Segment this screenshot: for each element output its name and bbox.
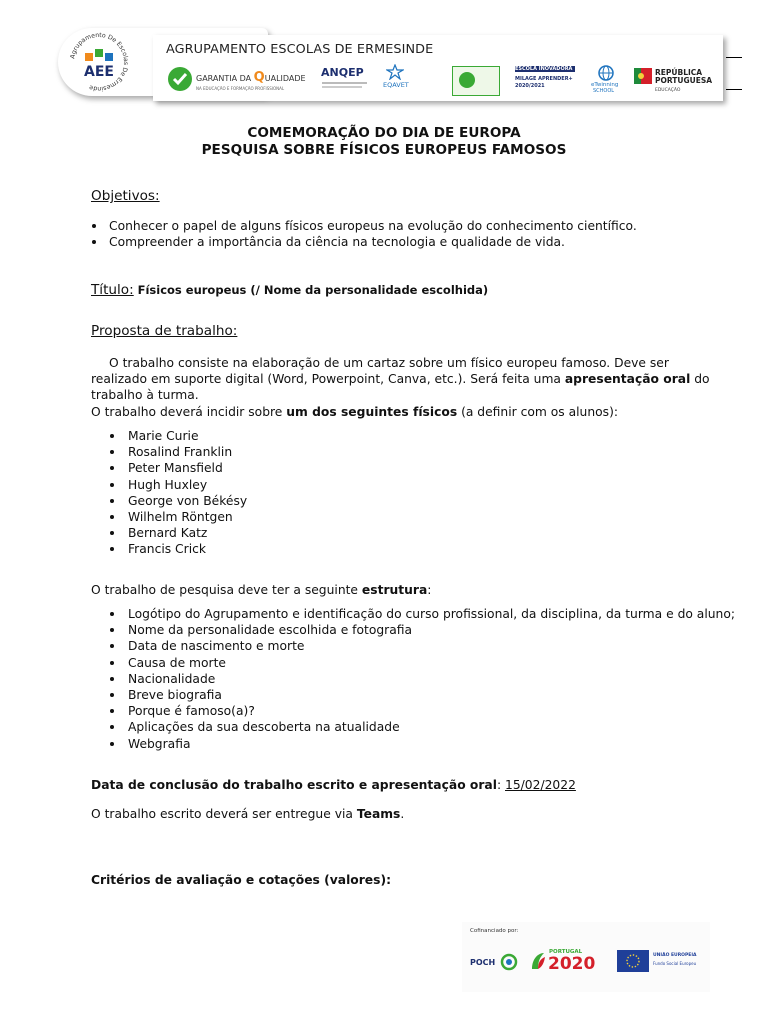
anqep-logo bbox=[321, 64, 376, 96]
escola-inovadora-logo bbox=[515, 64, 579, 96]
cofinanciado-text: Cofinanciado por: bbox=[470, 928, 519, 934]
eu-flag-icon bbox=[617, 950, 649, 972]
poch-text: POCH bbox=[470, 958, 496, 967]
eu-logo bbox=[617, 950, 707, 974]
list-item: Wilhelm Röntgen bbox=[91, 509, 731, 525]
educacao-text: EDUCAÇÃO bbox=[655, 88, 681, 93]
apresentacao-oral: apresentação oral bbox=[564, 372, 691, 386]
escola-inovadora-text: ESCOLA INOVADORA bbox=[515, 66, 573, 72]
document-title bbox=[0, 125, 768, 159]
objectives-list bbox=[91, 218, 731, 250]
physicists-list bbox=[91, 428, 731, 558]
year-2020-text: 2020 bbox=[548, 954, 596, 974]
globe-icon bbox=[596, 64, 616, 82]
milage-text: MILAGE APRENDER+ bbox=[515, 76, 573, 82]
portuguesa-text: PORTUGUESA bbox=[655, 76, 713, 85]
eco-school-badge bbox=[452, 66, 500, 96]
estrutura-paragraph: O trabalho de pesquisa deve ter a seguinte estrutura: bbox=[91, 583, 432, 597]
check-icon bbox=[167, 66, 193, 92]
quality-subtitle: NA EDUCAÇÃO E FORMAÇÃO PROFISSIONAL bbox=[196, 86, 285, 91]
fse-text: Fundo Social Europeu bbox=[653, 961, 697, 966]
logo-initials: AEE bbox=[84, 64, 114, 80]
list-item: Marie Curie bbox=[91, 428, 731, 444]
school-logo-emblem bbox=[58, 28, 148, 96]
quality-label: GARANTIA DA bbox=[196, 74, 252, 83]
titulo-line bbox=[91, 282, 488, 298]
eqavet-logo bbox=[380, 64, 440, 96]
list-item: Webgrafia bbox=[91, 736, 741, 752]
titulo-label: Título: bbox=[91, 282, 134, 298]
title-line-1: COMEMORAÇÃO DO DIA DE EUROPA bbox=[247, 125, 521, 141]
criteria-heading: Critérios de avaliação e cotações (valores): bbox=[91, 873, 392, 887]
eqavet-text: EQAVET bbox=[383, 81, 409, 89]
eu-text: UNIÃO EUROPEIA bbox=[653, 953, 697, 958]
list-item: Causa de morte bbox=[91, 655, 741, 671]
deadline-label: Data de conclusão do trabalho escrito e apresentação oral bbox=[91, 778, 497, 792]
etwinning-school: SCHOOL bbox=[593, 88, 615, 94]
list-item: Breve biografia bbox=[91, 687, 741, 703]
poch-logo bbox=[470, 953, 518, 973]
list-item: Hugh Huxley bbox=[91, 477, 731, 493]
list-item: Peter Mansfield bbox=[91, 460, 731, 476]
list-item: George von Békésy bbox=[91, 493, 731, 509]
quality-label-2: UALIDADE bbox=[264, 74, 306, 83]
deadline-line: Data de conclusão do trabalho escrito e apresentação oral: 15/02/2022 bbox=[91, 778, 576, 792]
funding-logos bbox=[462, 922, 710, 992]
portugal-text: PORTUGAL bbox=[549, 949, 583, 955]
school-name: AGRUPAMENTO ESCOLAS DE ERMESINDE bbox=[166, 42, 434, 57]
etwinning-logo bbox=[588, 64, 626, 96]
milage-year: 2020/2021 bbox=[515, 83, 545, 89]
list-item: Aplicações da sua descoberta na atualidade bbox=[91, 719, 741, 735]
list-item: Nacionalidade bbox=[91, 671, 741, 687]
delivery-platform: Teams bbox=[356, 807, 401, 821]
list-item: Data de nascimento e morte bbox=[91, 638, 741, 654]
list-item: Logótipo do Agrupamento e identificação do curso profissional, da disciplina, da turma e do aluno; bbox=[91, 606, 741, 622]
anqep-text: ANQEP bbox=[321, 66, 364, 79]
logo-ring-text: Agrupamento De Escolas De Ermesinde bbox=[69, 31, 130, 93]
delivery-line: O trabalho escrito deverá ser entregue via Teams. bbox=[91, 807, 405, 821]
title-line-2: PESQUISA SOBRE FÍSICOS EUROPEUS FAMOSOS bbox=[201, 142, 567, 158]
incidir-paragraph: O trabalho deverá incidir sobre um dos seguintes físicos (a definir com os alunos): bbox=[91, 405, 619, 419]
quality-seal-logo bbox=[167, 64, 312, 96]
deadline-date: 15/02/2022 bbox=[505, 778, 576, 792]
incidir-bold: um dos seguintes físicos bbox=[286, 405, 458, 419]
list-item: Porque é famoso(a)? bbox=[91, 703, 741, 719]
quality-label-q: Q bbox=[253, 70, 265, 85]
proposta-paragraph: O trabalho consiste na elaboração de um cartaz sobre um físico europeu famoso. Deve ser realizado em suporte digital (Word, Powerpoint, Canva, etc.). Será feita uma apresentação oral do trabalho à turma. bbox=[91, 356, 710, 402]
list-item: Conhecer o papel de alguns físicos europeus na evolução do conhecimento científico. bbox=[91, 218, 731, 234]
header-rule bbox=[726, 57, 742, 58]
list-item: Compreender a importância da ciência na tecnologia e qualidade de vida. bbox=[91, 234, 731, 250]
republica-text: REPÚBLICA bbox=[655, 68, 703, 77]
objectives-heading: Objetivos: bbox=[91, 188, 160, 204]
list-item: Bernard Katz bbox=[91, 525, 731, 541]
list-item: Nome da personalidade escolhida e fotografia bbox=[91, 622, 741, 638]
proposta-heading: Proposta de trabalho: bbox=[91, 323, 238, 339]
poch-mark-icon bbox=[500, 953, 518, 971]
portugal-2020-logo bbox=[530, 949, 606, 975]
list-item: Francis Crick bbox=[91, 541, 731, 557]
estrutura-bold: estrutura bbox=[361, 583, 428, 597]
republica-portuguesa-logo bbox=[634, 64, 716, 96]
titulo-value: Físicos europeus (/ Nome da personalidade escolhida) bbox=[137, 283, 489, 297]
portugal-2020-mark-icon bbox=[530, 951, 546, 971]
header-rule bbox=[726, 89, 742, 90]
structure-list bbox=[91, 606, 741, 752]
portugal-flag-icon bbox=[634, 68, 652, 84]
svg-text:Agrupamento De Escolas De Erme bbox=[69, 32, 129, 92]
list-item: Rosalind Franklin bbox=[91, 444, 731, 460]
etwinning-text: eTwinning bbox=[591, 82, 619, 88]
star-icon bbox=[386, 64, 404, 80]
